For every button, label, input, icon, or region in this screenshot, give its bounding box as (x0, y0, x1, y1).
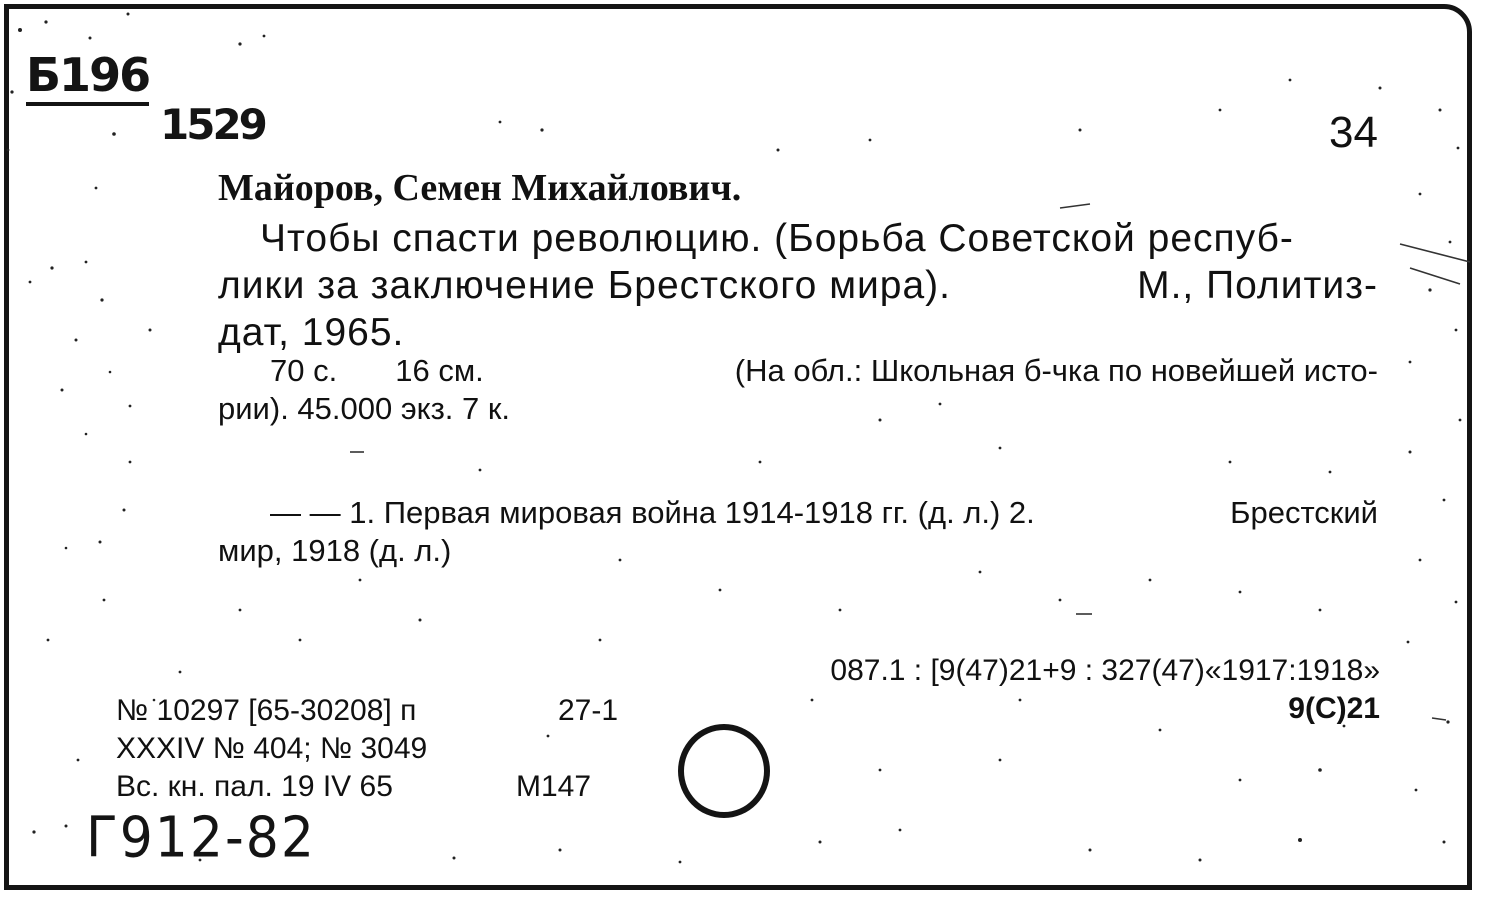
shelf-mark-bottom: 1529 (160, 100, 265, 149)
print-code: 27-1 (558, 694, 619, 727)
print-order-number: № 10297 [65-30208] п (116, 694, 417, 727)
card-number: 34 (1329, 108, 1378, 157)
registry-number: XXXIV № 404; № 3049 (116, 732, 428, 765)
book-size: 16 см. (395, 353, 484, 388)
title-line-2 (218, 262, 1378, 309)
series-note: (На обл.: Школьная б-чка по новейшей исто- (734, 353, 1378, 388)
technical-row-2 (116, 730, 618, 768)
subject-line-1 (218, 494, 1378, 532)
technical-row-1 (116, 692, 618, 730)
shelf-mark-top: Б196 (26, 52, 149, 106)
page-count: 70 с. (270, 353, 338, 388)
subject-1: — — 1. Первая мировая война 1914-1918 гг. (д. л.) 2. (270, 495, 1035, 530)
publication-place-publisher: М., Политиз- (1137, 264, 1378, 307)
series-note-continued: рии). 45.000 экз. 7 к. (218, 391, 511, 426)
book-chamber-date: Вс. кн. пал. 19 IV 65 (116, 770, 393, 803)
subject-2-start: Брестский (1230, 495, 1378, 530)
technical-row-3 (116, 768, 618, 806)
title-line-2-text: лики за заключение Брестского мира). (218, 264, 951, 307)
title-line-3: дат, 1965. (218, 311, 405, 354)
udc-code: 087.1 : [9(47)21+9 : 327(47)«1917:1918» (830, 654, 1380, 687)
classification-codes (830, 652, 1380, 728)
author-heading: Майоров, Семен Михайлович. (218, 167, 742, 209)
author-sign: М147 (516, 770, 592, 803)
title-line-1: Чтобы спасти революцию. (Борьба Советской респуб- (260, 217, 1294, 260)
physical-description (218, 352, 1378, 428)
subject-headings (218, 494, 1378, 570)
punch-hole-circle (678, 724, 770, 818)
title-statement (218, 215, 1378, 356)
bbk-code: 9(С)21 (1288, 692, 1380, 725)
inventory-number-handwritten: Г912-82 (86, 805, 316, 871)
technical-data (116, 692, 618, 806)
subject-line-2: мир, 1918 (д. л.) (218, 533, 452, 568)
physical-description-line-1 (218, 352, 1378, 390)
